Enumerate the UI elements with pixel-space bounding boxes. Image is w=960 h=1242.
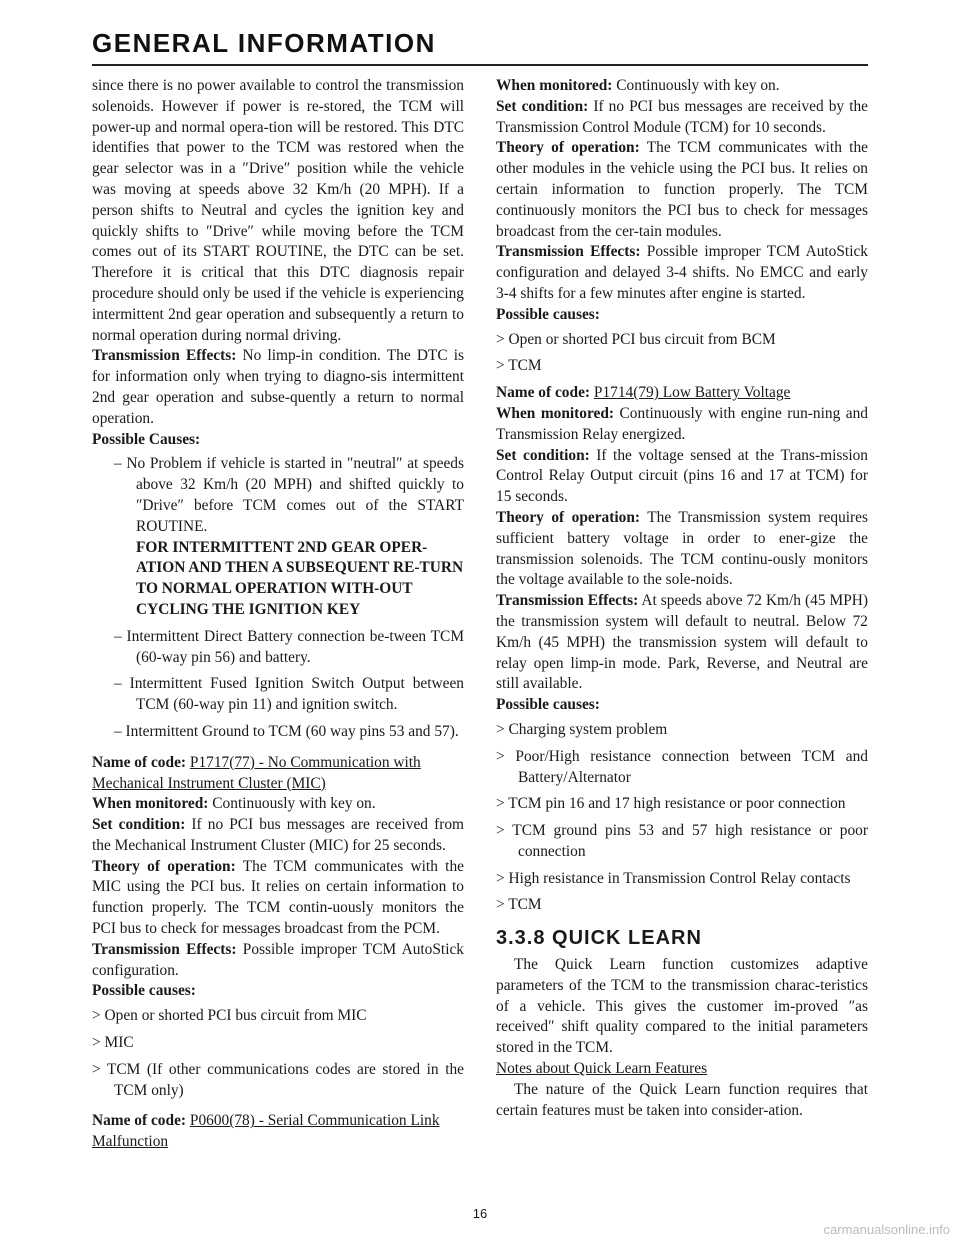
quick-learn-paragraph-2: The nature of the Quick Learn function requires that certain features must be taken into consider-ation. xyxy=(496,1080,868,1119)
cause-p1714-2: > Poor/High resistance connection between TCM and Battery/Alternator xyxy=(496,747,868,786)
left-column xyxy=(92,76,464,1153)
intro-paragraph: since there is no power available to control the transmission solenoids. However if power is re-stored, the TCM will power-up and normal opera-tion will be restored. This DTC identifies that power to the TCM was restored when the gear selector was in a ″Drive″ position while the vehicle was moving at speeds above 32 Km/h (20 MPH). If a person shifts to Neutral and cycles the ignition key and quickly shifts to ″Drive″ while moving before the TCM comes out of its START ROUTINE, the DTC can be set. Therefore it is critical that this DTC diagnosis repair procedure should only be used if the vehicle is experiencing intermittent 2nd gear operation and subsequently a return to normal operation during normal driving. xyxy=(92,77,464,344)
transmission-effects-label: Transmission Effects: xyxy=(92,347,237,365)
right-column xyxy=(496,76,868,1121)
cause-item-2: – Intermittent Direct Battery connection be-tween TCM (60-way pin 56) and battery. xyxy=(114,627,464,666)
code-name-p1717: Name of code: P1717(77) - No Communication with Mechanical Instrument Cluster (MIC) xyxy=(92,753,421,792)
when-monitored-p1717: When monitored: Continuously with key on. xyxy=(92,795,376,813)
possible-causes-heading: Possible Causes: xyxy=(92,430,201,448)
cause-p1714-6: > TCM xyxy=(496,896,542,914)
cause-p0600-1: > Open or shorted PCI bus circuit from BCM xyxy=(496,330,776,348)
code-name-p0600: Name of code: P0600(78) - Serial Communication Link Malfunction xyxy=(92,1112,440,1151)
theory-p1717: Theory of operation: The TCM communicates with the MIC using the PCI bus. It relies on certain information to function properly. The TCM contin-uously monitors the PCI bus to check for messages broadcast from the PCM. xyxy=(92,857,464,938)
effects-p1717: Transmission Effects: Possible improper TCM AutoStick configuration. xyxy=(92,940,465,979)
notes-heading: Notes about Quick Learn Features xyxy=(496,1060,708,1078)
theory-p1714: Theory of operation: The Transmission system requires sufficient battery voltage in order to ener-gize the transmission solenoids. The TCM continu-ously monitors the voltage available to the sole-noids. xyxy=(496,508,868,589)
possible-causes-p1717: Possible causes: xyxy=(92,982,196,1000)
code-name-p1714: Name of code: P1714(79) Low Battery Voltage xyxy=(496,384,791,402)
page-header-title: GENERAL INFORMATION xyxy=(92,28,436,58)
section-heading-quick-learn: 3.3.8 QUICK LEARN xyxy=(496,927,702,950)
cause-p1714-3: > TCM pin 16 and 17 high resistance or poor connection xyxy=(496,795,846,813)
cause-item-4: – Intermittent Ground to TCM (60 way pins 53 and 57). xyxy=(114,722,459,740)
quick-learn-paragraph-1: The Quick Learn function customizes adaptive parameters of the TCM to the transmission charac-teristics of a vehicle. This gives the customer im-proved ″as received″ shift quality compared to the initial parameters stored in the TCM. xyxy=(496,956,868,1057)
cause-p1714-1: > Charging system problem xyxy=(496,720,668,738)
effects-p0600: Transmission Effects: Possible improper TCM AutoStick configuration and delayed 3-4 shifts. No EMCC and early 3-4 shifts for a few minutes after engine is started. xyxy=(496,243,869,302)
when-monitored-p0600: When monitored: Continuously with key on. xyxy=(496,77,780,94)
effects-p1714: Transmission Effects: At speeds above 72 Km/h (45 MPH) the transmission system will default to neutral. Below 72 Km/h (45 MPH) the transmission system will default to relay open limp-in mode. Park, Reverse, and Neutral are still available. xyxy=(496,592,869,693)
watermark: carmanualsonline.info xyxy=(823,1222,950,1237)
cause-p1714-5: > High resistance in Transmission Control Relay contacts xyxy=(496,869,851,887)
transmission-effects-paragraph xyxy=(92,346,464,429)
when-monitored-p1714: When monitored: Continuously with engine run-ning and Transmission Relay energized. xyxy=(496,404,868,443)
cause-p1717-1: > Open or shorted PCI bus circuit from MIC xyxy=(92,1007,367,1025)
caps-note: FOR INTERMITTENT 2ND GEAR OPER-ATION AND THEN A SUBSEQUENT RE-TURN TO NORMAL OPERATION WITH-OUT CYCLING THE IGNITION KEY xyxy=(136,538,464,618)
theory-p0600: Theory of operation: The TCM communicates with the other modules in the vehicle using the PCI bus. It relies on certain information to function properly. The TCM continuously monitors the PCI bus to check for messages broadcast from the cer-tain modules. xyxy=(496,139,868,240)
transmission-effects-text: No limp-in condition. The DTC is for information only when trying to diagno-sis intermittent 2nd gear operation and subse-quently a return to normal operation. xyxy=(92,347,465,427)
set-condition-p1717: Set condition: If no PCI bus messages are received from the Mechanical Instrument Cluster (MIC) for 25 seconds. xyxy=(92,816,465,854)
cause-p1717-2: > MIC xyxy=(92,1034,134,1052)
cause-item-1: – No Problem if vehicle is started in ″neutral″ at speeds above 32 Km/h (20 MPH) and shifted quickly to ″Drive″ before TCM comes out of the START ROUTINE. xyxy=(114,455,464,535)
possible-causes-p0600: Possible causes: xyxy=(496,305,600,323)
possible-causes-p1714: Possible causes: xyxy=(496,696,600,714)
set-condition-p0600: Set condition: If no PCI bus messages are received by the Transmission Control Module (TCM) for 10 seconds. xyxy=(496,97,868,136)
page-number: 16 xyxy=(472,1206,488,1221)
cause-p1714-4: > TCM ground pins 53 and 57 high resistance or poor connection xyxy=(496,822,868,860)
cause-p1717-3: > TCM (If other communications codes are stored in the TCM only) xyxy=(92,1060,464,1099)
cause-p0600-2: > TCM xyxy=(496,357,542,375)
set-condition-p1714: Set condition: If the voltage sensed at the Trans-mission Control Relay Output circuit (pins 16 and 17 at TCM) for 15 seconds. xyxy=(496,446,868,506)
header-rule xyxy=(92,64,868,66)
cause-item-3: – Intermittent Fused Ignition Switch Output between TCM (60-way pin 11) and ignition switch. xyxy=(114,675,464,714)
